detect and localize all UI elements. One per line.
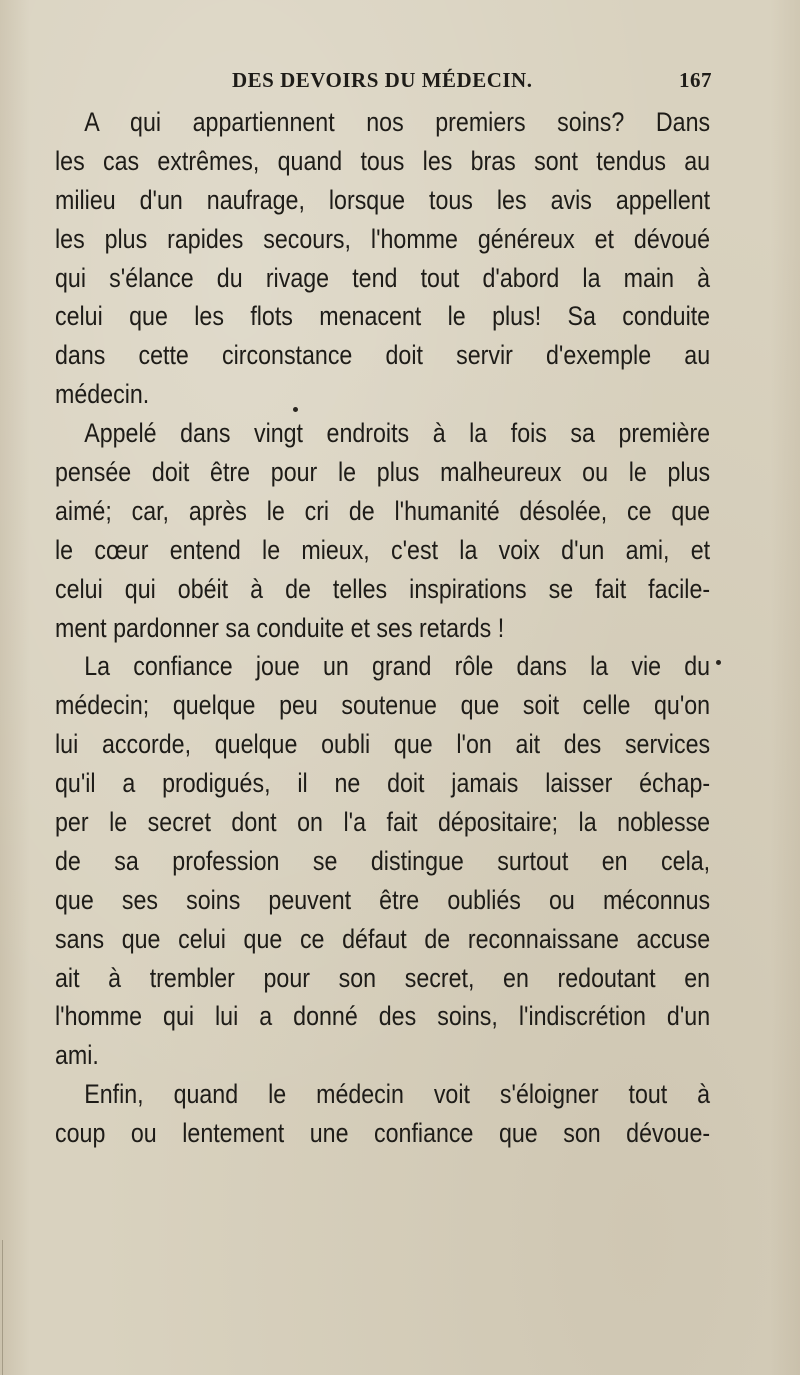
page-number: 167	[679, 68, 712, 92]
text-line: dans cette circonstance doit servir d'exemple au	[55, 340, 711, 371]
running-head	[232, 68, 712, 94]
text-line: aimé; car, après le cri de l'humanité désolée, ce que	[55, 495, 711, 526]
text-line: ami.	[55, 1040, 99, 1071]
text-line: per le secret dont on l'a fait dépositaire; la noblesse	[55, 807, 711, 838]
text-line: sans que celui que ce défaut de reconnaissane accuse	[55, 923, 711, 954]
ink-speck	[716, 660, 721, 665]
ink-speck	[293, 407, 298, 412]
text-line: A qui appartiennent nos premiers soins? Dans	[84, 107, 711, 137]
text-line: l'homme qui lui a donné des soins, l'indiscrétion d'un	[55, 1001, 711, 1032]
running-title: DES DEVOIRS DU MÉDECIN.	[232, 68, 533, 92]
body-text	[55, 103, 710, 1153]
text-line: qui s'élance du rivage tend tout d'abord la main à	[55, 262, 711, 293]
text-line: de sa profession se distingue surtout en cela,	[55, 845, 711, 876]
text-line: le cœur entend le mieux, c'est la voix d'un ami, et	[55, 534, 711, 565]
text-line: milieu d'un naufrage, lorsque tous les avis appellent	[55, 184, 711, 215]
text-line: ait à trembler pour son secret, en redoutant en	[55, 962, 711, 993]
text-line: médecin; quelque peu soutenue que soit celle qu'on	[55, 690, 711, 721]
text-line: les plus rapides secours, l'homme généreux et dévoué	[55, 223, 711, 254]
text-line: celui que les flots menacent le plus! Sa conduite	[55, 301, 711, 332]
text-line: qu'il a prodigués, il ne doit jamais laisser échap-	[55, 768, 711, 799]
text-line: celui qui obéit à de telles inspirations se fait facile-	[55, 573, 711, 604]
text-line: médecin.	[55, 379, 150, 410]
page-edge-shadow	[2, 1240, 3, 1375]
text-line: La confiance joue un grand rôle dans la vie du	[84, 651, 711, 682]
text-line: Appelé dans vingt endroits à la fois sa première	[84, 418, 711, 449]
text-line: Enfin, quand le médecin voit s'éloigner tout à	[84, 1079, 711, 1110]
text-line: lui accorde, quelque oubli que l'on ait des services	[55, 729, 711, 760]
text-line: que ses soins peuvent être oubliés ou méconnus	[55, 884, 711, 915]
text-line: pensée doit être pour le plus malheureux ou le plus	[55, 457, 711, 488]
text-line: ment pardonner sa conduite et ses retards !	[55, 612, 505, 643]
text-line: coup ou lentement une confiance que son dévoue-	[55, 1118, 711, 1149]
text-line: les cas extrêmes, quand tous les bras sont tendus au	[55, 145, 711, 176]
